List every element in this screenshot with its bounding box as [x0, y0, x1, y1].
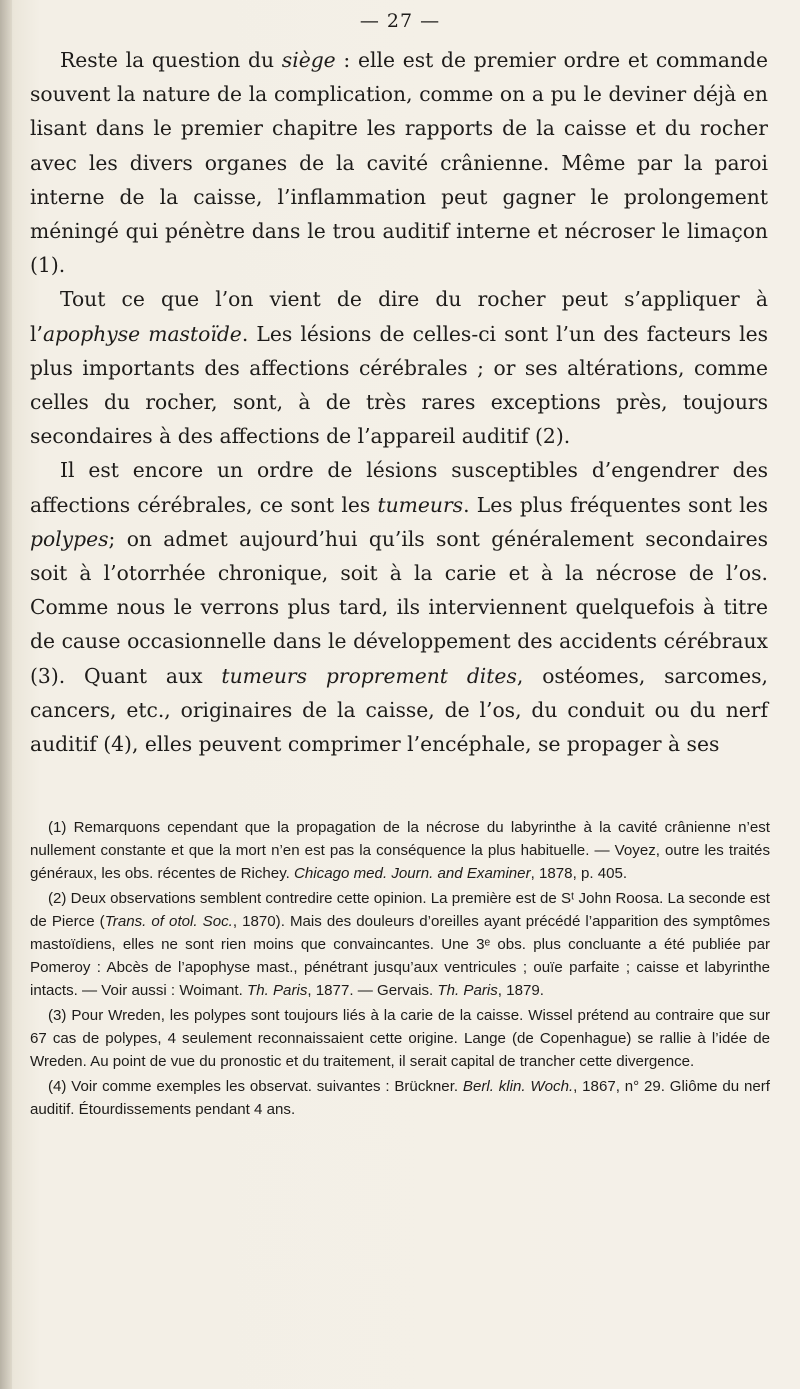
text-run: , 1877. — Gervais. — [307, 982, 438, 999]
text-run: ; on admet aujourd’hui qu’ils sont généralement secondaires soit à l’otorrhée chronique, soit à la carie et à la nécrose de l’os. Comme nous le verrons plus tard, ils interviennent quelquefois à titre de cause occasionnelle dans le développement des accidents cérébraux (3). Quant aux — [30, 526, 768, 688]
italic-text: polypes — [30, 526, 109, 551]
italic-text: siège — [281, 48, 336, 72]
text-run: , 1879. — [497, 982, 544, 999]
text-run: Reste la question du — [60, 48, 282, 72]
text-run: . Les plus fréquentes sont les — [463, 492, 768, 517]
italic-text: Th. Paris — [246, 982, 308, 999]
text-run: , ostéomes, sarcomes, cancers, etc., originaires de la caisse, de l’os, du conduit ou du nerf auditif (4), elles peuvent comprimer l’encéphale, se propager à ses — [30, 663, 768, 757]
italic-text: Chicago med. Journ. and Examiner — [294, 865, 531, 882]
text-run: , 1870). Mais des douleurs d’oreilles ayant précédé l’apparition des symptômes mastoïdiens, elles ne sont rien moins que convaincantes. Une 3ᵉ obs. plus concluante a été publiée par Pomeroy : Abcès de l’apophyse mast., pénétrant jusqu’aux ventricules ; ouïe parfaite ; caisse et labyrinthe intacts. — Voir aussi : Woimant. — [30, 913, 770, 999]
text-run: Tout ce que l’on vient de dire du rocher peut s’appliquer à l’ — [30, 287, 768, 346]
italic-text: tumeurs proprement dites — [221, 663, 517, 688]
footnote — [30, 1075, 770, 1121]
footnote — [30, 887, 770, 1002]
footnote — [30, 1004, 770, 1073]
text-run: , 1878, p. 405. — [530, 865, 628, 882]
paragraph — [30, 453, 768, 761]
italic-text: apophyse mastoïde — [42, 321, 242, 346]
footnote — [30, 816, 770, 885]
text-run: : elle est de premier ordre et commande souvent la nature de la complication, comme on a pu le deviner déjà en lisant dans le premier chapitre les rapports de la caisse et du rocher avec les divers organes de la cavité crânienne. Même par la paroi interne de la caisse, l’inflammation peut gagner le prolongement méningé qui pénètre dans le trou auditif interne et nécroser le limaçon (1). — [30, 48, 768, 278]
italic-text: tumeurs — [377, 492, 464, 517]
text-run: (4) Voir comme exemples les observat. suivantes : Brückner. — [48, 1078, 463, 1095]
paragraph — [30, 43, 768, 282]
page-number: — 27 — — [359, 10, 441, 32]
text-run: , 1867, n° 29. Gliôme du nerf auditif. Étourdissements pendant 4 ans. — [30, 1078, 770, 1118]
text-run: (1) Remarquons cependant que la propagation de la nécrose du labyrinthe à la cavité crânienne n’est nullement constante et que la mort n’en est pas la conséquence la plus habituelle. — Voyez, outre les traités généraux, les obs. récentes de Richey. — [30, 819, 770, 882]
body-text — [30, 43, 768, 761]
binding-shadow — [0, 0, 12, 1389]
italic-text: Berl. klin. Woch. — [462, 1078, 574, 1095]
text-run: (2) Deux observations semblent contredire cette opinion. La première est de Sᵗ John Roosa. La seconde est de Pierce ( — [30, 890, 770, 930]
text-run: Il est encore un ordre de lésions susceptibles d’engendrer des affections cérébrales, ce sont les — [30, 458, 768, 517]
paragraph — [30, 282, 768, 453]
text-run: (3) Pour Wreden, les polypes sont toujours liés à la carie de la caisse. Wissel prétend au contraire que sur 67 cas de polypes, 4 seulement reconnaissaient cette origine. Lange (de Copenhague) se rallie à l’idée de Wreden. Au point de vue du pronostic et du traitement, il serait capital de trancher cette divergence. — [30, 1007, 770, 1070]
italic-text: Trans. of otol. Soc. — [104, 913, 233, 930]
footnotes — [30, 816, 770, 1121]
italic-text: Th. Paris — [437, 982, 498, 999]
text-run: . Les lésions de celles-ci sont l’un des facteurs les plus importants des affections cérébrales ; or ses altérations, comme celles du rocher, sont, à de très rares exceptions près, toujours secondaires à des affections de l’appareil auditif (2). — [30, 321, 768, 449]
